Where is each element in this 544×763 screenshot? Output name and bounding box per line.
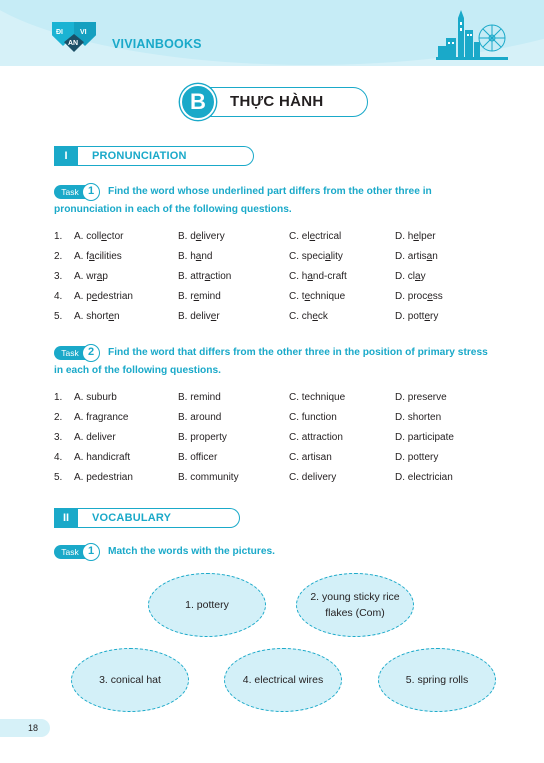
option-d: D. preserve: [395, 392, 447, 403]
option-text: C. h: [289, 271, 308, 282]
underlined-letters: e: [304, 291, 311, 302]
option-text: A. wr: [74, 271, 97, 282]
option-text: B. attr: [178, 271, 205, 282]
brand-logo: [52, 22, 96, 52]
option-text: ss: [432, 291, 443, 302]
city-skyline-icon: [436, 8, 508, 60]
option-text: nd-craft: [312, 271, 347, 282]
option-c: [289, 231, 341, 242]
option-c: C. technique: [289, 392, 346, 403]
option-text: ctor: [106, 231, 124, 242]
option-text: A. short: [74, 311, 109, 322]
option-text: lity: [330, 251, 343, 262]
option-d: [395, 231, 436, 242]
question-row: [54, 452, 494, 468]
option-a: A. pedestrian: [74, 472, 133, 483]
option-text: y: [420, 271, 426, 282]
option-b: [178, 251, 212, 262]
option-a: [74, 291, 133, 302]
task-label: Task: [54, 346, 86, 360]
option-d: D. participate: [395, 432, 454, 443]
question-row: [54, 392, 494, 408]
question-number: 4.: [54, 452, 63, 463]
task-number: 1: [82, 543, 100, 561]
page-number: 18: [0, 719, 50, 737]
underlined-letters: e: [195, 231, 202, 242]
option-text: B. deliv: [178, 311, 211, 322]
option-text: A. p: [74, 291, 92, 302]
question-number: 2.: [54, 251, 63, 262]
logo-text-left: ĐI: [56, 29, 63, 36]
option-text: D. artis: [395, 251, 427, 262]
option-c: [289, 291, 345, 302]
underlined-letters: e: [193, 291, 200, 302]
part-title: PRONUNCIATION: [78, 146, 254, 166]
option-text: C. speci: [289, 251, 326, 262]
option-c: C. artisan: [289, 452, 332, 463]
question-number: 2.: [54, 412, 63, 423]
option-a: [74, 231, 123, 242]
option-text: n: [432, 251, 438, 262]
underlined-letters: e: [413, 231, 419, 242]
option-c: C. function: [289, 412, 337, 423]
option-b: B. remind: [178, 392, 221, 403]
task-number: 2: [82, 344, 100, 362]
option-b: B. around: [178, 412, 222, 423]
vocab-item-electrical-wires: 4. electrical wires: [224, 648, 342, 712]
option-text: A. f: [74, 251, 90, 262]
question-row: [54, 412, 494, 428]
logo-text-right: VI: [80, 29, 87, 36]
vocab-item-com: 2. young sticky rice flakes (Com): [296, 573, 414, 637]
option-d: [395, 271, 426, 282]
option-text: chnique: [310, 291, 346, 302]
question-number: 4.: [54, 291, 63, 302]
section-b-header: [180, 84, 368, 120]
question-number: 1.: [54, 231, 63, 242]
part-number: I: [54, 146, 78, 166]
underlined-letters: e: [312, 311, 318, 322]
question-row: [54, 271, 494, 287]
option-text: D. h: [395, 231, 414, 242]
question-row: [54, 432, 494, 448]
option-b: B. officer: [178, 452, 218, 463]
option-b: [178, 291, 221, 302]
underlined-letters: e: [91, 291, 98, 302]
option-text: C. ch: [289, 311, 313, 322]
option-text: D. cl: [395, 271, 415, 282]
task-3-instruction: Match the words with the pictures.: [108, 546, 275, 557]
option-b: B. community: [178, 472, 239, 483]
question-number: 3.: [54, 432, 63, 443]
option-d: [395, 311, 438, 322]
option-text: B. r: [178, 291, 194, 302]
option-b: B. property: [178, 432, 227, 443]
underlined-letters: a: [96, 271, 103, 282]
option-text: C. t: [289, 291, 305, 302]
part-number: II: [54, 508, 78, 528]
question-number: 3.: [54, 271, 63, 282]
vocab-item-pottery: 1. pottery: [148, 573, 266, 637]
part-title: VOCABULARY: [78, 508, 240, 528]
question-row: [54, 472, 494, 488]
option-text: ry: [430, 311, 439, 322]
option-d: D. shorten: [395, 412, 442, 423]
option-c: C. attraction: [289, 432, 343, 443]
underlined-letters: a: [89, 251, 95, 262]
underlined-letters: a: [204, 271, 211, 282]
option-text: B. d: [178, 231, 196, 242]
task-1-instruction-line1: Find the word whose underlined part differs from the other three in: [108, 186, 432, 197]
brand-name: VIVIANBOOKS: [112, 37, 202, 51]
option-a: A. fragrance: [74, 412, 129, 423]
question-row: [54, 251, 494, 267]
option-text: destrian: [97, 291, 133, 302]
option-text: D. proc: [395, 291, 428, 302]
option-b: [178, 231, 225, 242]
option-text: ck: [317, 311, 328, 322]
underlined-letters: e: [108, 311, 115, 322]
underlined-letters: e: [427, 291, 433, 302]
option-text: C. el: [289, 231, 310, 242]
option-text: r: [216, 311, 220, 322]
task-2-instruction-line2: in each of the following questions.: [54, 365, 221, 376]
option-text: B. h: [178, 251, 196, 262]
section-b-title: THỰC HÀNH: [230, 93, 324, 110]
question-row: [54, 291, 494, 307]
option-a: A. deliver: [74, 432, 116, 443]
option-d: [395, 251, 438, 262]
option-text: cilities: [94, 251, 122, 262]
option-text: D. pott: [395, 311, 425, 322]
option-text: ction: [210, 271, 232, 282]
option-c: [289, 311, 328, 322]
logo-text-mid: AN: [68, 40, 79, 47]
option-text: mind: [199, 291, 221, 302]
option-text: ctrical: [315, 231, 342, 242]
option-a: [74, 271, 108, 282]
option-text: n: [114, 311, 120, 322]
underlined-letters: a: [325, 251, 331, 262]
option-text: A. coll: [74, 231, 102, 242]
underlined-letters: a: [426, 251, 433, 262]
underlined-letters: e: [424, 311, 431, 322]
option-d: [395, 291, 443, 302]
vocab-item-conical-hat: 3. conical hat: [71, 648, 189, 712]
task-label: Task: [54, 185, 86, 199]
option-a: [74, 311, 120, 322]
task-1-instruction-line2: pronunciation in each of the following questions.: [54, 204, 292, 215]
option-c: [289, 251, 343, 262]
option-a: [74, 251, 122, 262]
option-c: C. delivery: [289, 472, 337, 483]
option-text: livery: [201, 231, 225, 242]
option-text: p: [102, 271, 108, 282]
underlined-letters: e: [210, 311, 217, 322]
underlined-letters: a: [195, 251, 202, 262]
underlined-letters: a: [415, 271, 421, 282]
option-a: A. handicraft: [74, 452, 131, 463]
underlined-letters: a: [307, 271, 313, 282]
question-number: 1.: [54, 392, 63, 403]
task-2-instruction-line1: Find the word that differs from the other three in the position of primary stress: [108, 347, 488, 358]
option-text: nd: [201, 251, 213, 262]
underlined-letters: e: [309, 231, 316, 242]
task-number: 1: [82, 183, 100, 201]
question-number: 5.: [54, 311, 63, 322]
option-a: A. suburb: [74, 392, 117, 403]
underlined-letters: e: [101, 231, 107, 242]
option-text: lper: [418, 231, 436, 242]
question-row: [54, 231, 494, 247]
option-d: D. electrician: [395, 472, 453, 483]
question-row: [54, 311, 494, 327]
question-number: 5.: [54, 472, 63, 483]
vocab-item-spring-rolls: 5. spring rolls: [378, 648, 496, 712]
option-b: [178, 311, 220, 322]
task-label: Task: [54, 545, 86, 559]
option-d: D. pottery: [395, 452, 439, 463]
option-c: [289, 271, 347, 282]
section-b-letter: B: [180, 84, 216, 120]
option-b: [178, 271, 231, 282]
